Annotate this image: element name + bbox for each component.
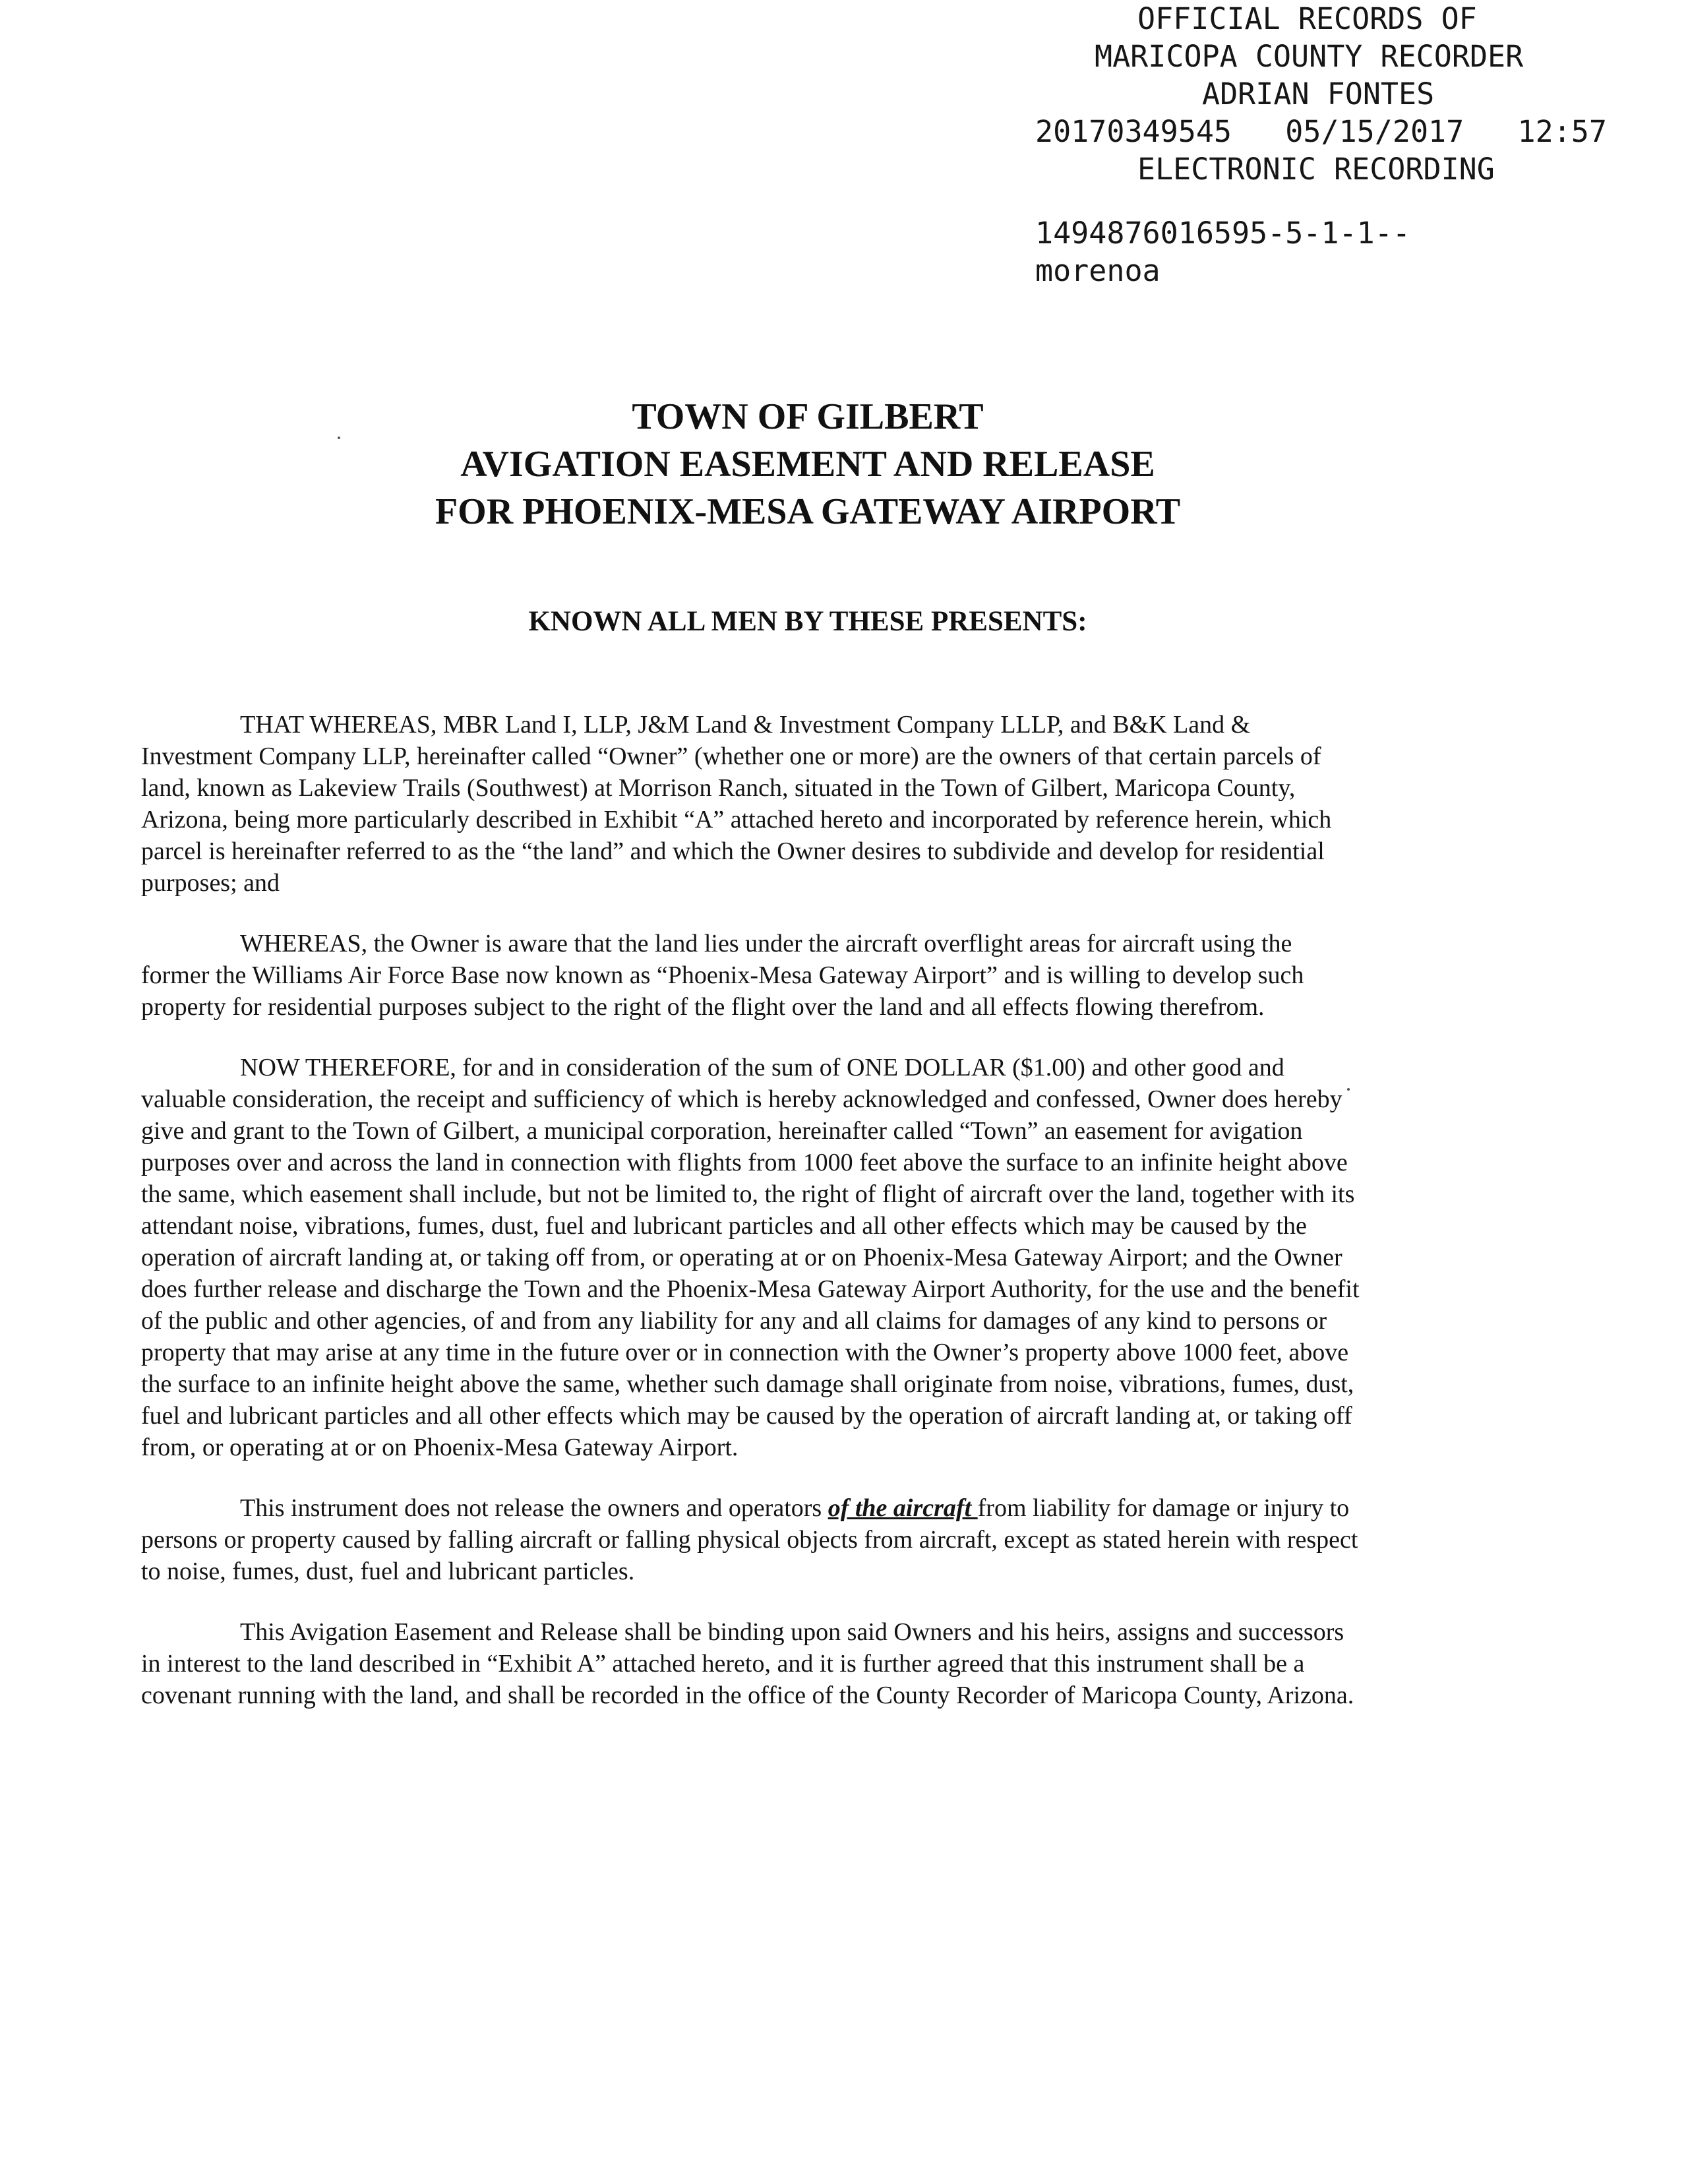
- stamp-line-county-recorder: MARICOPA COUNTY RECORDER: [1095, 39, 1524, 74]
- stamp-document-id: 1494876016595-5-1-1--: [1035, 216, 1410, 251]
- document-title: [0, 393, 1688, 535]
- scan-speck: [1347, 1088, 1350, 1091]
- paragraph-binding-covenant: This Avigation Easement and Release shall be binding upon said Owners and his heirs, assigns and successors in interest to the land described in “Exhibit A” attached hereto, and it is further agreed that this instrument shall be a covenant running with the land, and shall be recorded in the office of the County Recorder of Maricopa County, Arizona.: [141, 1618, 1354, 1709]
- title-line-airport: FOR PHOENIX-MESA GATEWAY AIRPORT: [435, 491, 1181, 532]
- document-body: [141, 709, 1361, 1740]
- stamp-line-record-number-date-time: 20170349545 05/15/2017 12:57: [1035, 114, 1607, 149]
- stamp-spacer: [1035, 188, 1668, 214]
- paragraph-instrument-release-start: This instrument does not release the owners and operators: [240, 1494, 828, 1522]
- paragraph-whereas-owner: THAT WHEREAS, MBR Land I, LLP, J&M Land & Investment Company LLLP, and B&K Land & Investment Company LLP, hereinafter called “Owner” (whether one or more) are the owners of that certain parcels of land, known as Lakeview Trails (Southwest) at Morrison Ranch, situated in the Town of Gilbert, Maricopa County, Arizona, being more particularly described in Exhibit “A” attached hereto and incorporated by reference herein, which parcel is hereinafter referred to as the “the land” and which the Owner desires to subdivide and develop for residential purposes; and: [141, 711, 1332, 897]
- paragraph-instrument-release-end: from liability for damage or injury to persons or property caused by falling aircraft or falling physical objects from aircraft, except as stated herein with respect to noise, fumes, dust, fuel and lubricant particles.: [141, 1494, 1358, 1585]
- presents-heading-text: KNOWN ALL MEN BY THESE PRESENTS:: [528, 606, 1087, 637]
- paragraph-whereas-overflight: WHEREAS, the Owner is aware that the land lies under the aircraft overflight areas for aircraft using the former the Williams Air Force Base now known as “Phoenix-Mesa Gateway Airport” and is willing to develop such property for residential purposes subject to the right of the flight over the land and all effects flowing therefrom.: [141, 930, 1304, 1021]
- presents-heading: [0, 603, 1688, 640]
- title-line-town: TOWN OF GILBERT: [632, 396, 984, 437]
- paragraph-instrument-release: [141, 1492, 1361, 1587]
- scan-speck: [338, 437, 340, 439]
- title-line-easement: AVIGATION EASEMENT AND RELEASE: [460, 444, 1155, 485]
- emphasis-of-the-aircraft: of the aircraft: [828, 1494, 978, 1522]
- stamp-recorded-by: morenoa: [1035, 253, 1160, 288]
- stamp-line-recorder-name: ADRIAN FONTES: [1202, 76, 1435, 111]
- recorder-stamp: [1035, 0, 1668, 289]
- stamp-line-electronic-recording: ELECTRONIC RECORDING: [1137, 152, 1495, 187]
- paragraph-now-therefore: NOW THEREFORE, for and in consideration of the sum of ONE DOLLAR ($1.00) and other good and valuable consideration, the receipt and sufficiency of which is hereby acknowledged and confessed, Owner does hereby give and grant to the Town of Gilbert, a municipal corporation, hereinafter called “Town” an easement for avigation purposes over and across the land in connection with flights from 1000 feet above the surface to an infinite height above the same, which easement shall include, but not be limited to, the right of flight of aircraft over the land, together with its attendant noise, vibrations, fumes, dust, fuel and lubricant particles and all other effects which may be caused by the operation of aircraft landing at, or taking off from, or operating at or on Phoenix-Mesa Gateway Airport; and the Owner does further release and discharge the Town and the Phoenix-Mesa Gateway Airport Authority, for the use and the benefit of the public and other agencies, of and from any liability for any and all claims for damages of any kind to persons or property that may arise at any time in the future over or in connection with the Owner’s property above 1000 feet, above the surface to an infinite height above the same, whether such damage shall originate from noise, vibrations, fumes, dust, fuel and lubricant particles and all other effects which may be caused by the operation of aircraft landing at, or taking off from, or operating at or on Phoenix-Mesa Gateway Airport.: [141, 1054, 1360, 1461]
- stamp-line-records-of: OFFICIAL RECORDS OF: [1137, 1, 1477, 36]
